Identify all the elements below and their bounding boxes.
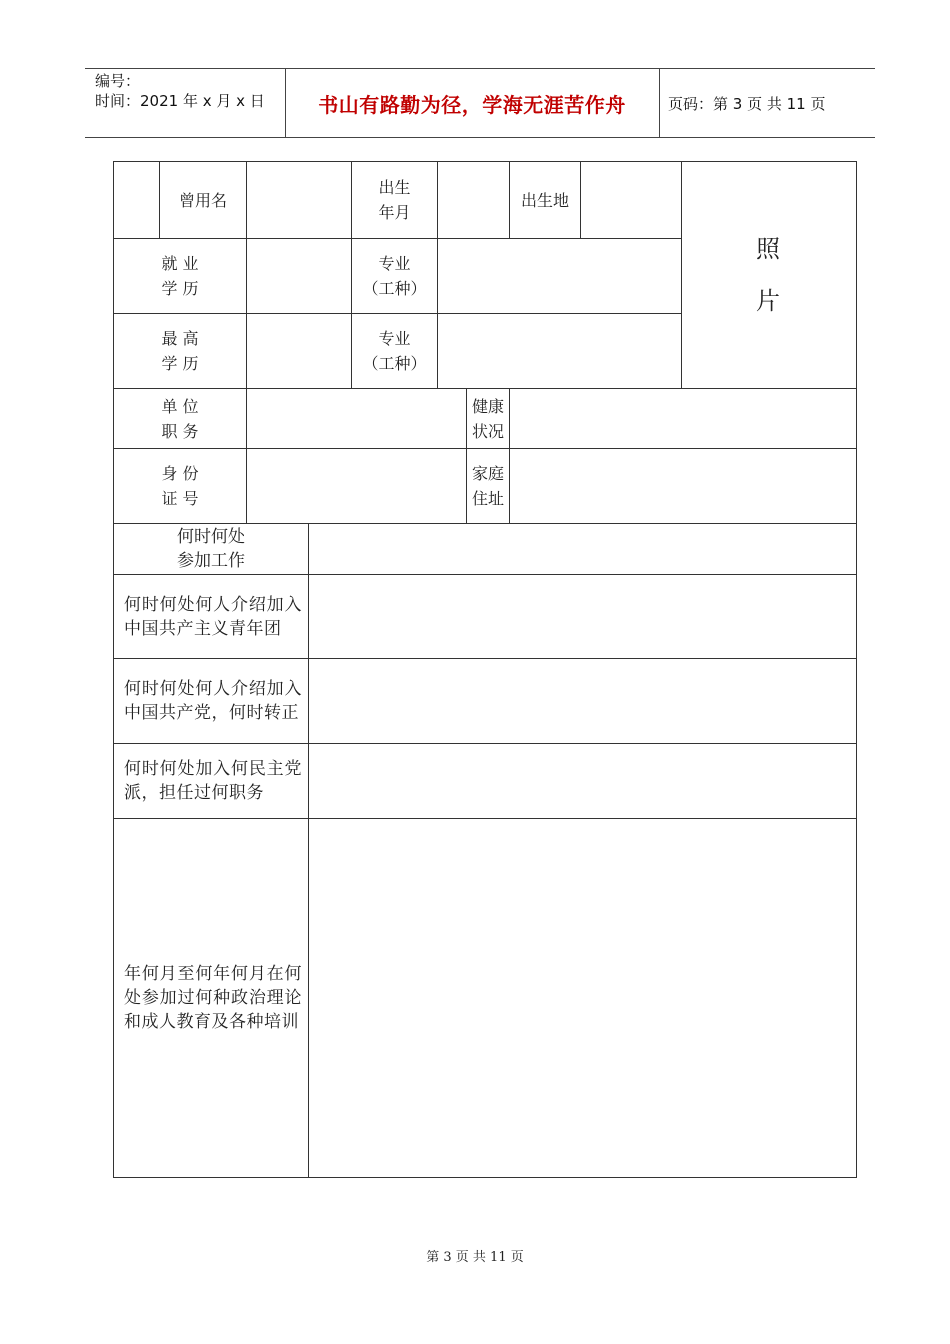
form-row xyxy=(114,449,857,524)
party-join-label: 何时何处何人介绍加入中国共产党，何时转正 xyxy=(114,659,309,744)
unit-position-label: 单 位 职 务 xyxy=(114,389,247,449)
birthplace-label: 出生地 xyxy=(510,162,581,239)
former-name-label: 曾用名 xyxy=(160,162,247,239)
form-row xyxy=(114,162,857,239)
major-trade-label: 专业 （工种） xyxy=(352,239,438,314)
major-trade-field[interactable] xyxy=(438,314,682,389)
health-status-label: 健康 状况 xyxy=(467,389,510,449)
unit-position-field[interactable] xyxy=(247,389,467,449)
blank-cell[interactable] xyxy=(114,162,160,239)
home-address-label: 家庭 住址 xyxy=(467,449,510,524)
header-divider xyxy=(659,69,660,137)
highest-education-label: 最 高 学 历 xyxy=(114,314,247,389)
document-date: 时间：2021 年 x 月 x 日 xyxy=(95,92,265,110)
birth-date-field[interactable] xyxy=(438,162,510,239)
highest-education-field[interactable] xyxy=(247,314,352,389)
header-page-number: 页码：第 3 页 共 11 页 xyxy=(668,95,826,113)
photo-area[interactable]: 照 片 xyxy=(682,162,857,389)
party-join-field[interactable] xyxy=(309,659,857,744)
training-field[interactable] xyxy=(309,819,857,1178)
header-motto: 书山有路勤为径，学海无涯苦作舟 xyxy=(318,92,626,117)
birthplace-field[interactable] xyxy=(581,162,682,239)
work-start-field[interactable] xyxy=(309,524,857,575)
form-row xyxy=(114,744,857,819)
personnel-form-table xyxy=(113,161,857,1178)
health-status-field[interactable] xyxy=(510,389,857,449)
employment-education-field[interactable] xyxy=(247,239,352,314)
page-header xyxy=(85,68,875,138)
form-row xyxy=(114,575,857,659)
democratic-party-label: 何时何处加入何民主党派，担任过何职务 xyxy=(114,744,309,819)
form-row xyxy=(114,524,857,575)
major-trade-label: 专业 （工种） xyxy=(352,314,438,389)
youth-league-field[interactable] xyxy=(309,575,857,659)
home-address-field[interactable] xyxy=(510,449,857,524)
id-number-field[interactable] xyxy=(247,449,467,524)
form-row xyxy=(114,819,857,1178)
id-number-label: 身 份 证 号 xyxy=(114,449,247,524)
document-number: 编号： xyxy=(95,72,141,90)
youth-league-label: 何时何处何人介绍加入中国共产主义青年团 xyxy=(114,575,309,659)
form-row xyxy=(114,389,857,449)
work-start-label: 何时何处 参加工作 xyxy=(114,524,309,575)
birth-date-label: 出生 年月 xyxy=(352,162,438,239)
employment-education-label: 就 业 学 历 xyxy=(114,239,247,314)
major-trade-field[interactable] xyxy=(438,239,682,314)
header-meta xyxy=(95,71,265,111)
training-label: 年何月至何年何月在何处参加过何种政治理论和成人教育及各种培训 xyxy=(114,819,309,1178)
democratic-party-field[interactable] xyxy=(309,744,857,819)
form-row xyxy=(114,659,857,744)
page-footer: 第 3 页 共 11 页 xyxy=(426,1250,524,1265)
former-name-field[interactable] xyxy=(247,162,352,239)
